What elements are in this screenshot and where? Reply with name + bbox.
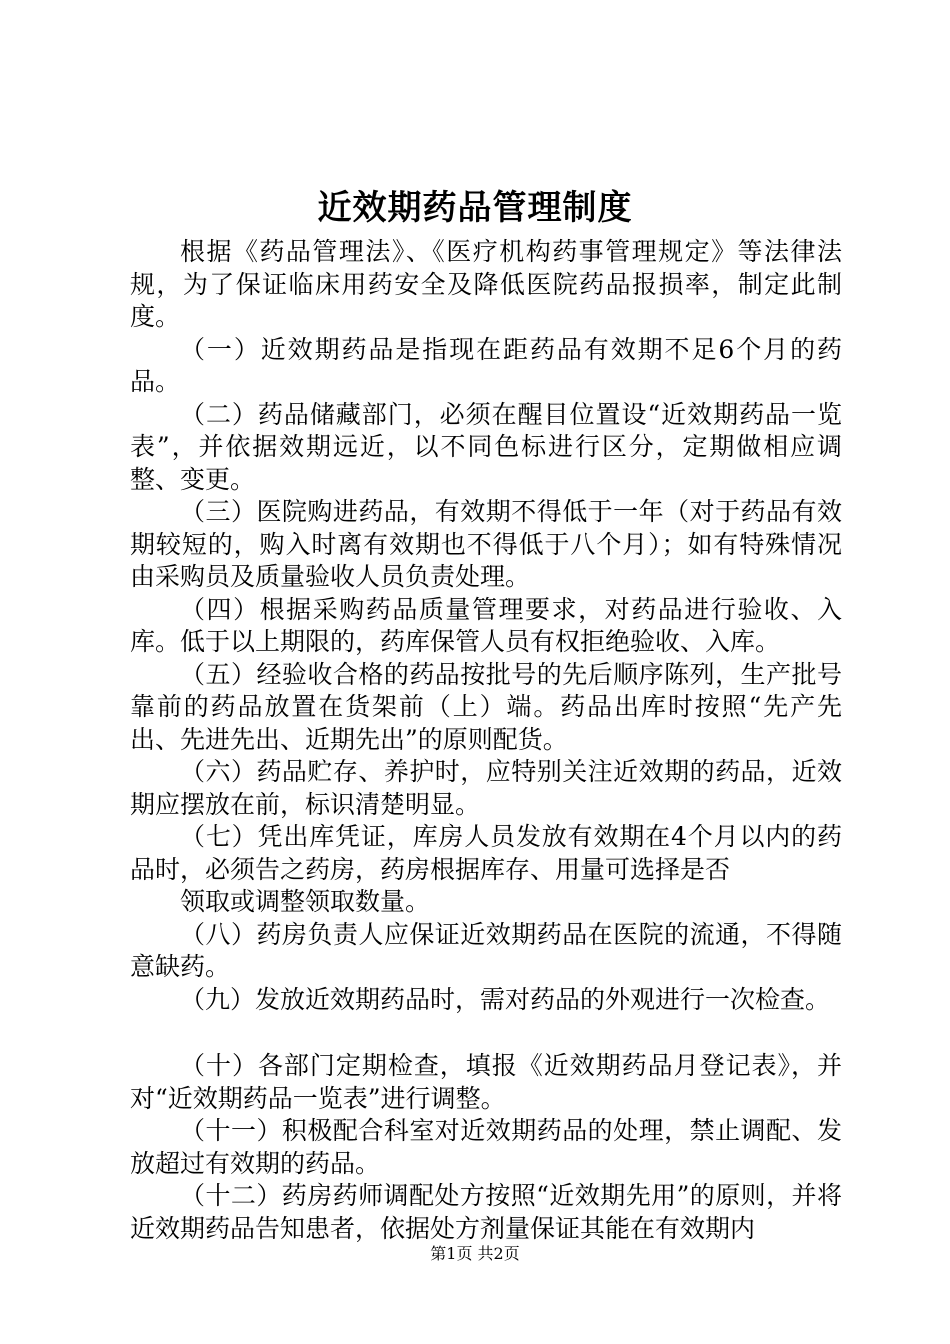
paragraph-7-continued: 领取或调整领取数量。 xyxy=(180,887,431,916)
paragraph-10: （十）各部门定期检查，填报《近效期药品月登记表》，并对“近效期药品一览表”进行调整。 xyxy=(130,1051,842,1113)
paragraph-2: （二）药品储藏部门，必须在醒目位置设“近效期药品一览表”，并依据效期远近，以不同色标进行区分，定期做相应调整、变更。 xyxy=(130,399,842,494)
paragraph-12: （十二）药房药师调配处方按照“近效期先用”的原则，并将近效期药品告知患者，依据处方剂量保证其能在有效期内 xyxy=(130,1181,842,1243)
paragraph-8: （八）药房负责人应保证近效期药品在医院的流通，不得随意缺药。 xyxy=(130,919,842,981)
paragraph-3: （三）医院购进药品，有效期不得低于一年（对于药品有效期较短的，购入时离有效期也不得低于八个月）；如有特殊情况由采购员及质量验收人员负责处理。 xyxy=(130,497,842,591)
page-number-footer: 第1页 共2页 xyxy=(430,1244,520,1263)
paragraph-6: （六）药品贮存、养护时，应特别关注近效期的药品，近效期应摆放在前，标识清楚明显。 xyxy=(130,757,842,819)
paragraph-1: （一）近效期药品是指现在距药品有效期不足6个月的药品。 xyxy=(130,334,842,396)
paragraph-intro: 根据《药品管理法》、《医疗机构药事管理规定》等法律法规，为了保证临床用药安全及降低医院药品报损率，制定此制度。 xyxy=(130,237,842,331)
paragraph-9: （九）发放近效期药品时，需对药品的外观进行一次检查。 xyxy=(180,984,831,1014)
document-body xyxy=(130,236,842,1245)
paragraph-7: （七）凭出库凭证，库房人员发放有效期在4个月以内的药品时，必须告之药房，药房根据库存、用量可选择是否 xyxy=(130,822,842,884)
paragraph-11: （十一）积极配合科室对近效期药品的处理，禁止调配、发放超过有效期的药品。 xyxy=(130,1116,842,1178)
paragraph-4: （四）根据采购药品质量管理要求，对药品进行验收、入库。低于以上期限的，药库保管人员有权拒绝验收、入库。 xyxy=(130,594,842,656)
document-title: 近效期药品管理制度 xyxy=(317,188,633,228)
paragraph-5: （五）经验收合格的药品按批号的先后顺序陈列，生产批号靠前的药品放置在货架前（上）端。药品出库时按照“先产先出、先进先出、近期先出”的原则配货。 xyxy=(130,659,842,754)
